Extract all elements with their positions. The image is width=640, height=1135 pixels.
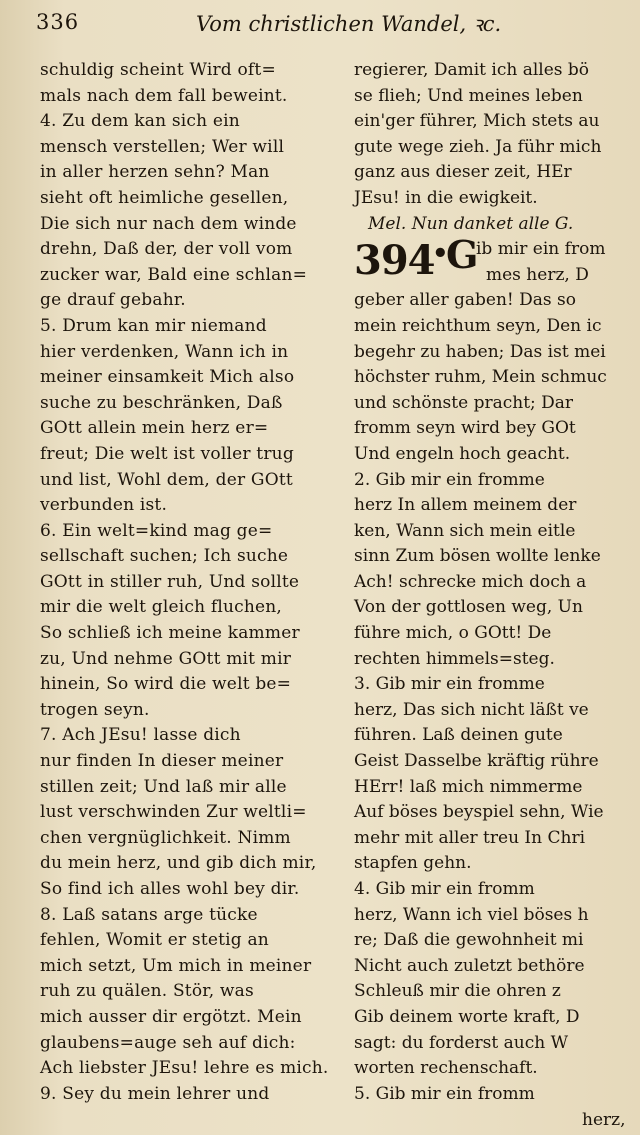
text-line: fehlen, Womit er stetig an	[40, 930, 269, 951]
text-line: ge drauf gebahr.	[40, 290, 186, 311]
text-line: mich setzt, Um mich in meiner	[40, 955, 312, 976]
text-line: se flieh; Und meines leben	[354, 85, 583, 106]
text-line: 6. Ein welt=kind mag ge=	[40, 520, 273, 541]
text-line: So schließ ich meine kammer	[40, 623, 300, 644]
text-line: lust verschwinden Zur weltli=	[40, 802, 307, 823]
text-line: ruh zu quälen. Stör, was	[40, 981, 254, 1002]
text-line: 5. Drum kan mir niemand	[40, 315, 267, 336]
hymn-number: 394	[354, 237, 435, 285]
right-column	[354, 58, 640, 1107]
text-line: begehr zu haben; Das ist mei	[354, 341, 606, 362]
text-line: Die sich nur nach dem winde	[40, 213, 297, 234]
text-line: Geist Dasselbe kräftig rühre	[354, 751, 599, 772]
hymn-number-dot: •	[432, 239, 449, 270]
catchword: herz,	[582, 1110, 626, 1130]
text-line: mals nach dem fall beweint.	[40, 85, 288, 106]
text-line: mehr mit aller treu In Chri	[354, 827, 586, 848]
text-line: Ach! schrecke mich doch a	[354, 571, 587, 592]
text-line: drehn, Daß der, der voll vom	[40, 239, 293, 260]
page-header	[0, 0, 640, 46]
text-line: höchster ruhm, Mein schmuc	[354, 367, 607, 388]
text-line: stillen zeit; Und laß mir alle	[40, 776, 287, 797]
text-line: 2. Gib mir ein fromme	[354, 469, 545, 490]
text-line: herz, Wann ich viel böses h	[354, 904, 589, 925]
text-line: trogen seyn.	[40, 699, 150, 720]
right-column-continuation	[354, 58, 640, 212]
running-head: Vom christlichen Wandel, ꝛc.	[196, 12, 502, 36]
text-line: sellschaft suchen; Ich suche	[40, 546, 289, 567]
text-line: zu, Und nehme GOtt mit mir	[40, 648, 292, 669]
text-line: fromm seyn wird bey GOt	[354, 418, 576, 439]
text-line: in aller herzen sehn? Man	[40, 162, 270, 183]
page-number: 336	[36, 10, 80, 34]
text-line: herz, Das sich nicht läßt ve	[354, 699, 589, 720]
text-line: nur finden In dieser meiner	[40, 751, 284, 772]
hymn-second-line: mes herz, D	[486, 264, 589, 285]
text-line: GOtt in stiller ruh, Und sollte	[40, 571, 300, 592]
text-line: meiner einsamkeit Mich also	[40, 367, 295, 388]
text-line: zucker war, Bald eine schlan=	[40, 264, 308, 285]
text-line: glaubens=auge seh auf dich:	[40, 1032, 296, 1053]
text-line: ken, Wann sich mein eitle	[354, 520, 576, 541]
text-line: Gib deinem worte kraft, D	[354, 1006, 580, 1027]
text-line: sagt: du forderst auch W	[354, 1032, 569, 1053]
drop-initial: G	[446, 232, 479, 278]
text-line: 9. Sey du mein lehrer und	[40, 1083, 270, 1104]
text-line: du mein herz, und gib dich mir,	[40, 853, 317, 874]
text-line: suche zu beschränken, Daß	[40, 392, 283, 413]
text-line: Ach liebster JEsu! lehre es mich.	[40, 1058, 329, 1079]
text-line: sinn Zum bösen wollte lenke	[354, 546, 601, 567]
text-line: sieht oft heimliche gesellen,	[40, 187, 289, 208]
text-line: Nicht auch zuletzt bethöre	[354, 955, 585, 976]
text-line: führen. Laß deinen gute	[354, 725, 563, 746]
text-line: re; Daß die gewohnheit mi	[354, 930, 584, 951]
text-line: Und engeln hoch geacht.	[354, 443, 571, 464]
text-line: und schönste pracht; Dar	[354, 392, 574, 413]
text-line: 3. Gib mir ein fromme	[354, 674, 545, 695]
text-line: GOtt allein mein herz er=	[40, 418, 269, 439]
text-line: 8. Laß satans arge tücke	[40, 904, 258, 925]
text-line: regierer, Damit ich alles bö	[354, 60, 590, 80]
text-line: Auf böses beyspiel sehn, Wie	[354, 802, 604, 823]
text-line: Schleuß mir die ohren z	[354, 981, 561, 1002]
text-line: verbunden ist.	[40, 495, 168, 516]
text-line: hier verdenken, Wann ich in	[40, 341, 289, 362]
text-line: mich ausser dir ergötzt. Mein	[40, 1006, 302, 1027]
melody-indication: Mel. Nun danket alle G.	[368, 213, 574, 234]
text-line: freut; Die welt ist voller trug	[40, 443, 294, 464]
hymn-text	[354, 288, 640, 1107]
text-line: ein'ger führer, Mich stets au	[354, 111, 600, 132]
hymn-start	[354, 232, 640, 288]
text-line: Von der gottlosen weg, Un	[354, 597, 583, 618]
text-line: 5. Gib mir ein fromm	[354, 1083, 535, 1104]
text-line: HErr! laß mich nimmerme	[354, 776, 583, 797]
left-column	[40, 58, 340, 1107]
text-line: führe mich, o GOtt! De	[354, 623, 552, 644]
text-line: worten rechenschaft.	[354, 1058, 538, 1079]
text-line: JEsu! in die ewigkeit.	[354, 187, 538, 208]
text-line: ganz aus dieser zeit, HEr	[354, 162, 572, 183]
text-line: mein reichthum seyn, Den ic	[354, 315, 602, 336]
text-line: und list, Wohl dem, der GOtt	[40, 469, 293, 490]
text-line: gute wege zieh. Ja führ mich	[354, 136, 602, 157]
text-line: herz In allem meinem der	[354, 495, 577, 516]
text-line: mir die welt gleich fluchen,	[40, 597, 283, 618]
text-line: geber aller gaben! Das so	[354, 290, 577, 311]
text-line: 7. Ach JEsu! lasse dich	[40, 725, 241, 746]
hymn-first-line: ib mir ein from	[476, 239, 606, 260]
text-line: schuldig scheint Wird oft=	[40, 60, 276, 80]
text-line: 4. Gib mir ein fromm	[354, 879, 535, 899]
text-line: hinein, So wird die welt be=	[40, 674, 292, 695]
text-line: chen vergnüglichkeit. Nimm	[40, 827, 291, 848]
text-line: 4. Zu dem kan sich ein	[40, 111, 240, 132]
text-line: stapfen gehn.	[354, 853, 472, 874]
text-line: mensch verstellen; Wer will	[40, 136, 285, 157]
text-line: So find ich alles wohl bey dir.	[40, 879, 300, 899]
text-line: rechten himmels=steg.	[354, 648, 555, 669]
